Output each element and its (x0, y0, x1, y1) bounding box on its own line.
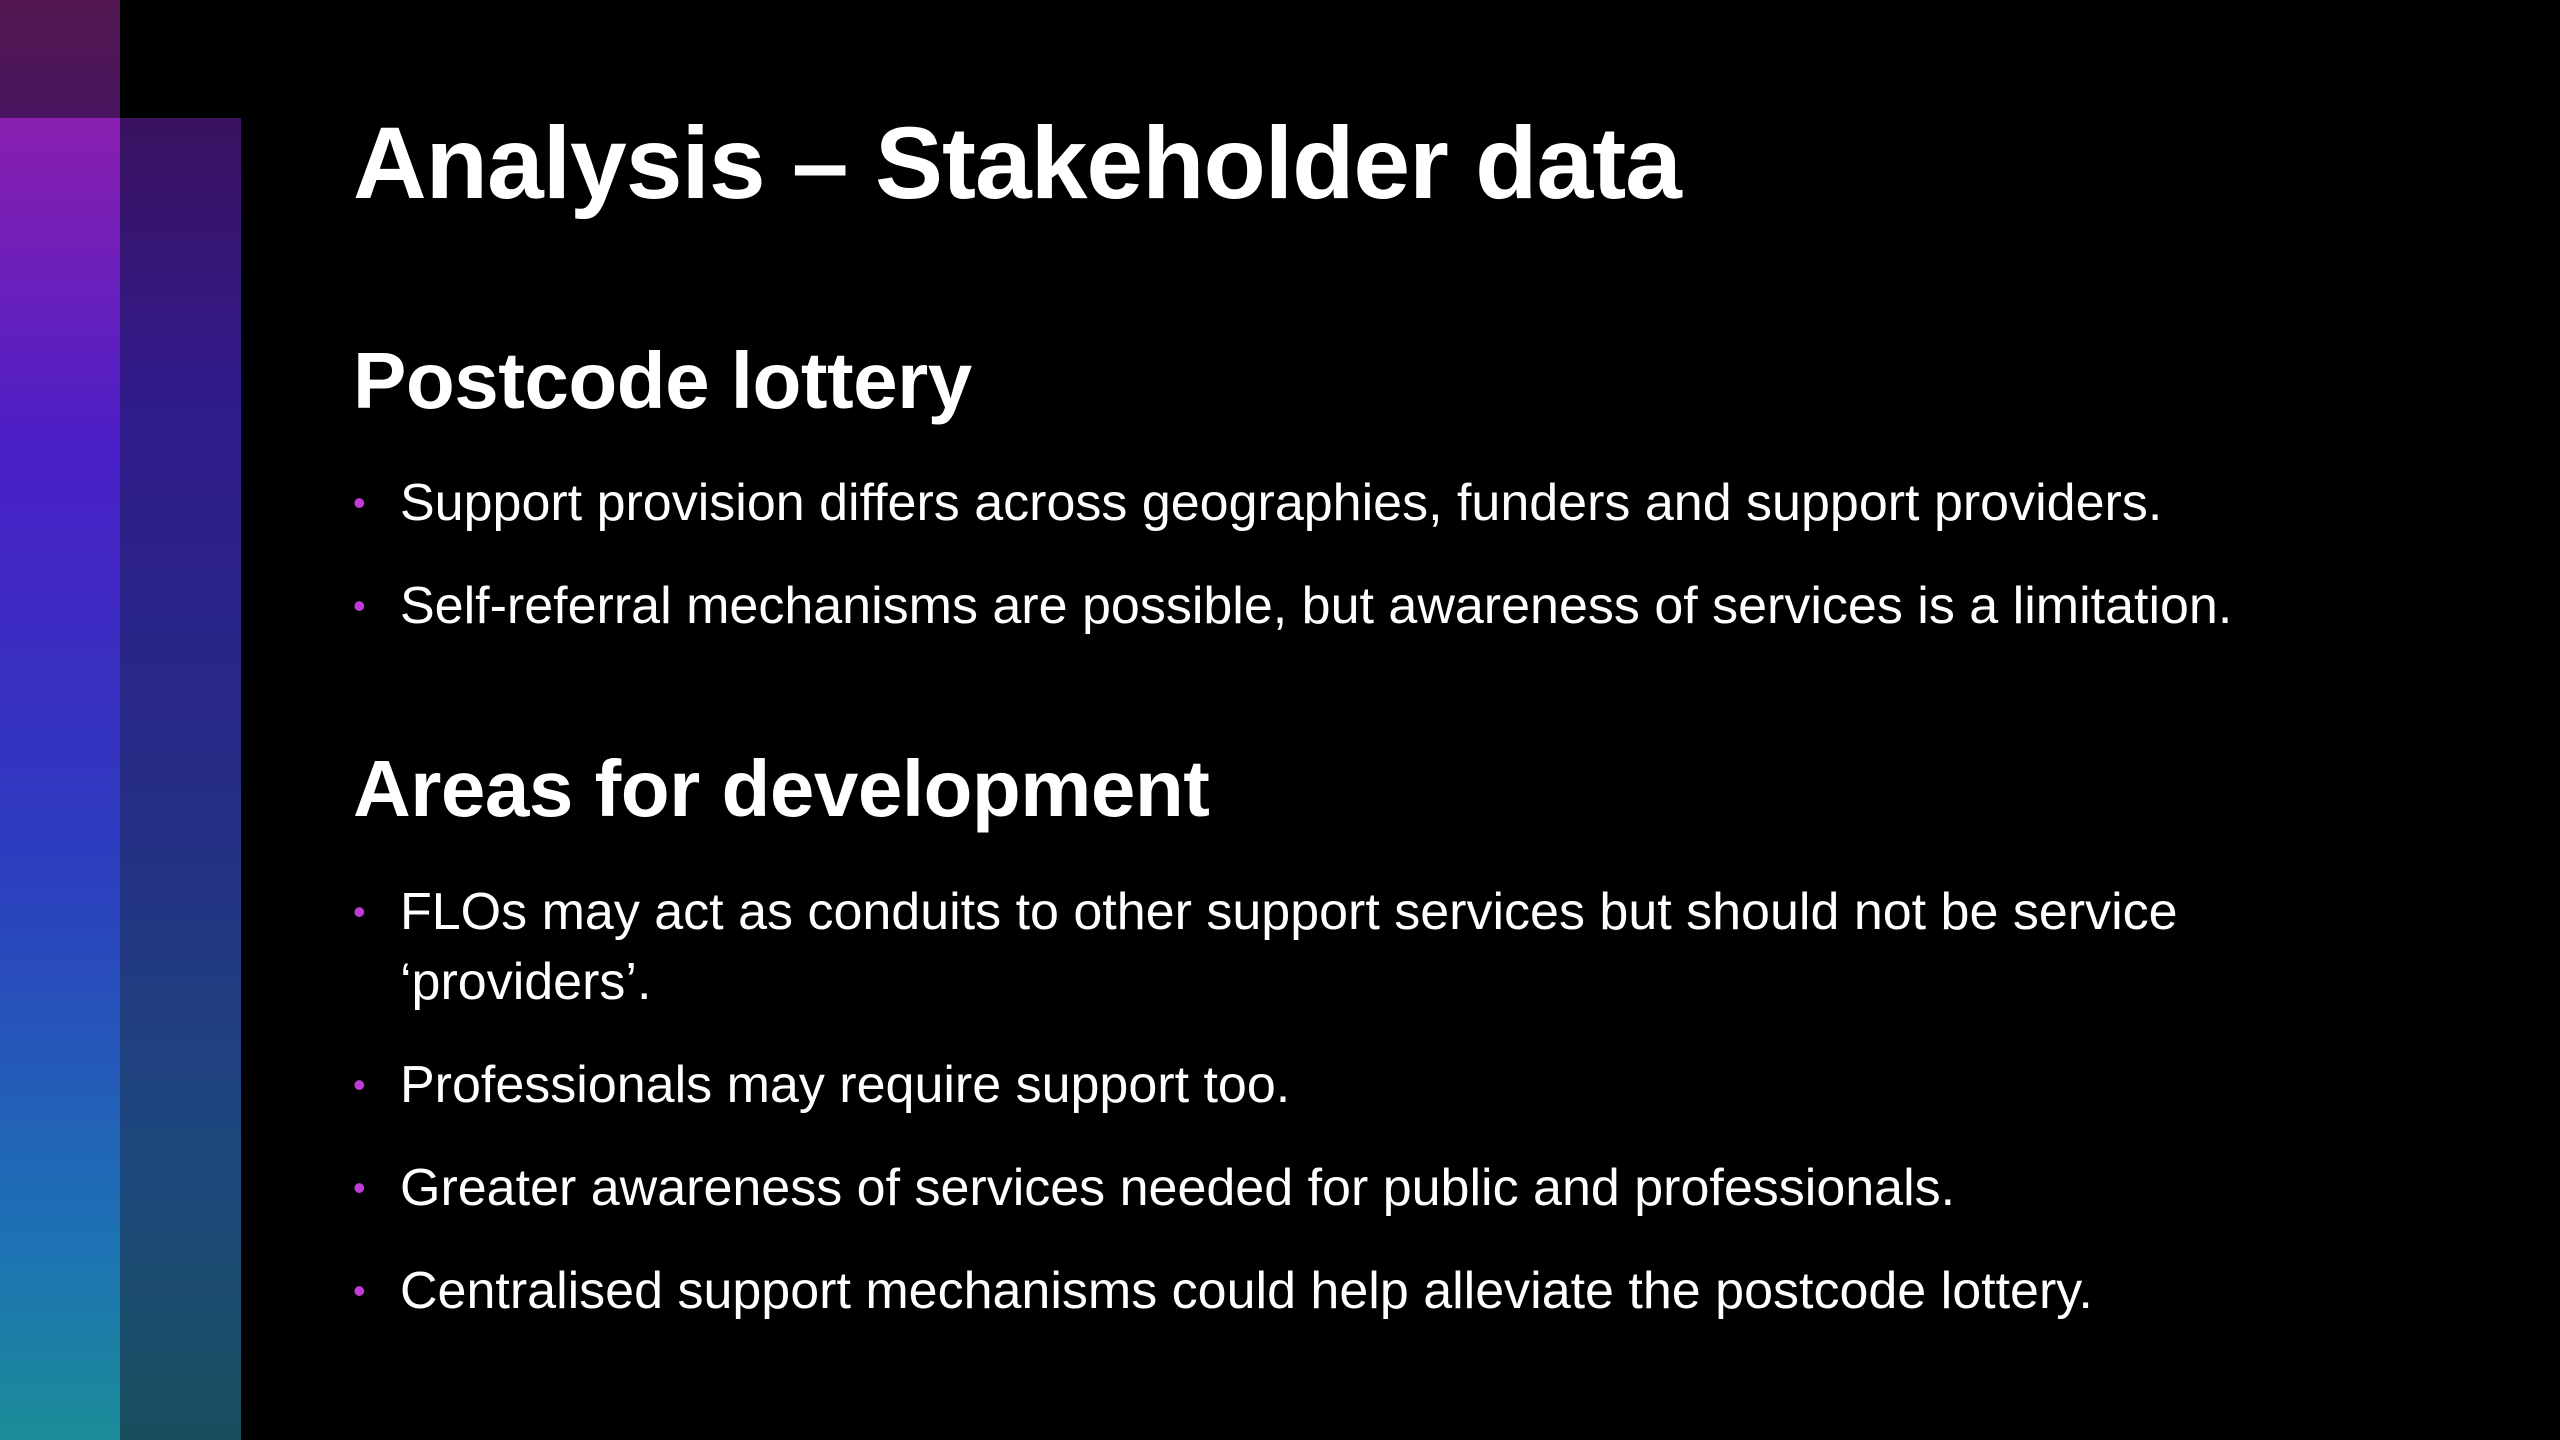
slide-title: Analysis – Stakeholder data (353, 106, 1681, 220)
bullet-text: Centralised support mechanisms could help alleviate the postcode lottery. (400, 1262, 2093, 1320)
bullet-item (353, 1050, 2413, 1120)
bullet-dot-icon: • (353, 1167, 366, 1208)
bullet-list-areas-for-development (353, 877, 2413, 1359)
bullet-dot-icon: • (353, 1270, 366, 1311)
accent-bar-left (0, 118, 120, 1440)
bullet-dot-icon: • (353, 482, 366, 523)
bullet-dot-icon: • (353, 891, 366, 932)
section-heading-areas-for-development: Areas for development (353, 744, 1210, 833)
bullet-dot-icon: • (353, 1064, 366, 1105)
bullet-item (353, 1256, 2413, 1326)
bullet-list-postcode-lottery (353, 468, 2413, 674)
section-heading-postcode-lottery: Postcode lottery (353, 336, 972, 425)
accent-bar-top (0, 0, 120, 118)
accent-bar-right (120, 118, 241, 1440)
bullet-dot-icon: • (353, 585, 366, 626)
bullet-item (353, 571, 2413, 641)
bullet-text: Professionals may require support too. (400, 1056, 1291, 1114)
bullet-text: FLOs may act as conduits to other support services but should not be service ‘providers’. (400, 883, 2178, 1011)
bullet-text: Greater awareness of services needed for public and professionals. (400, 1159, 1956, 1217)
bullet-item (353, 877, 2413, 1017)
bullet-text: Support provision differs across geographies, funders and support providers. (400, 474, 2163, 532)
bullet-text: Self-referral mechanisms are possible, but awareness of services is a limitation. (400, 577, 2233, 635)
bullet-item (353, 1153, 2413, 1223)
bullet-item (353, 468, 2413, 538)
